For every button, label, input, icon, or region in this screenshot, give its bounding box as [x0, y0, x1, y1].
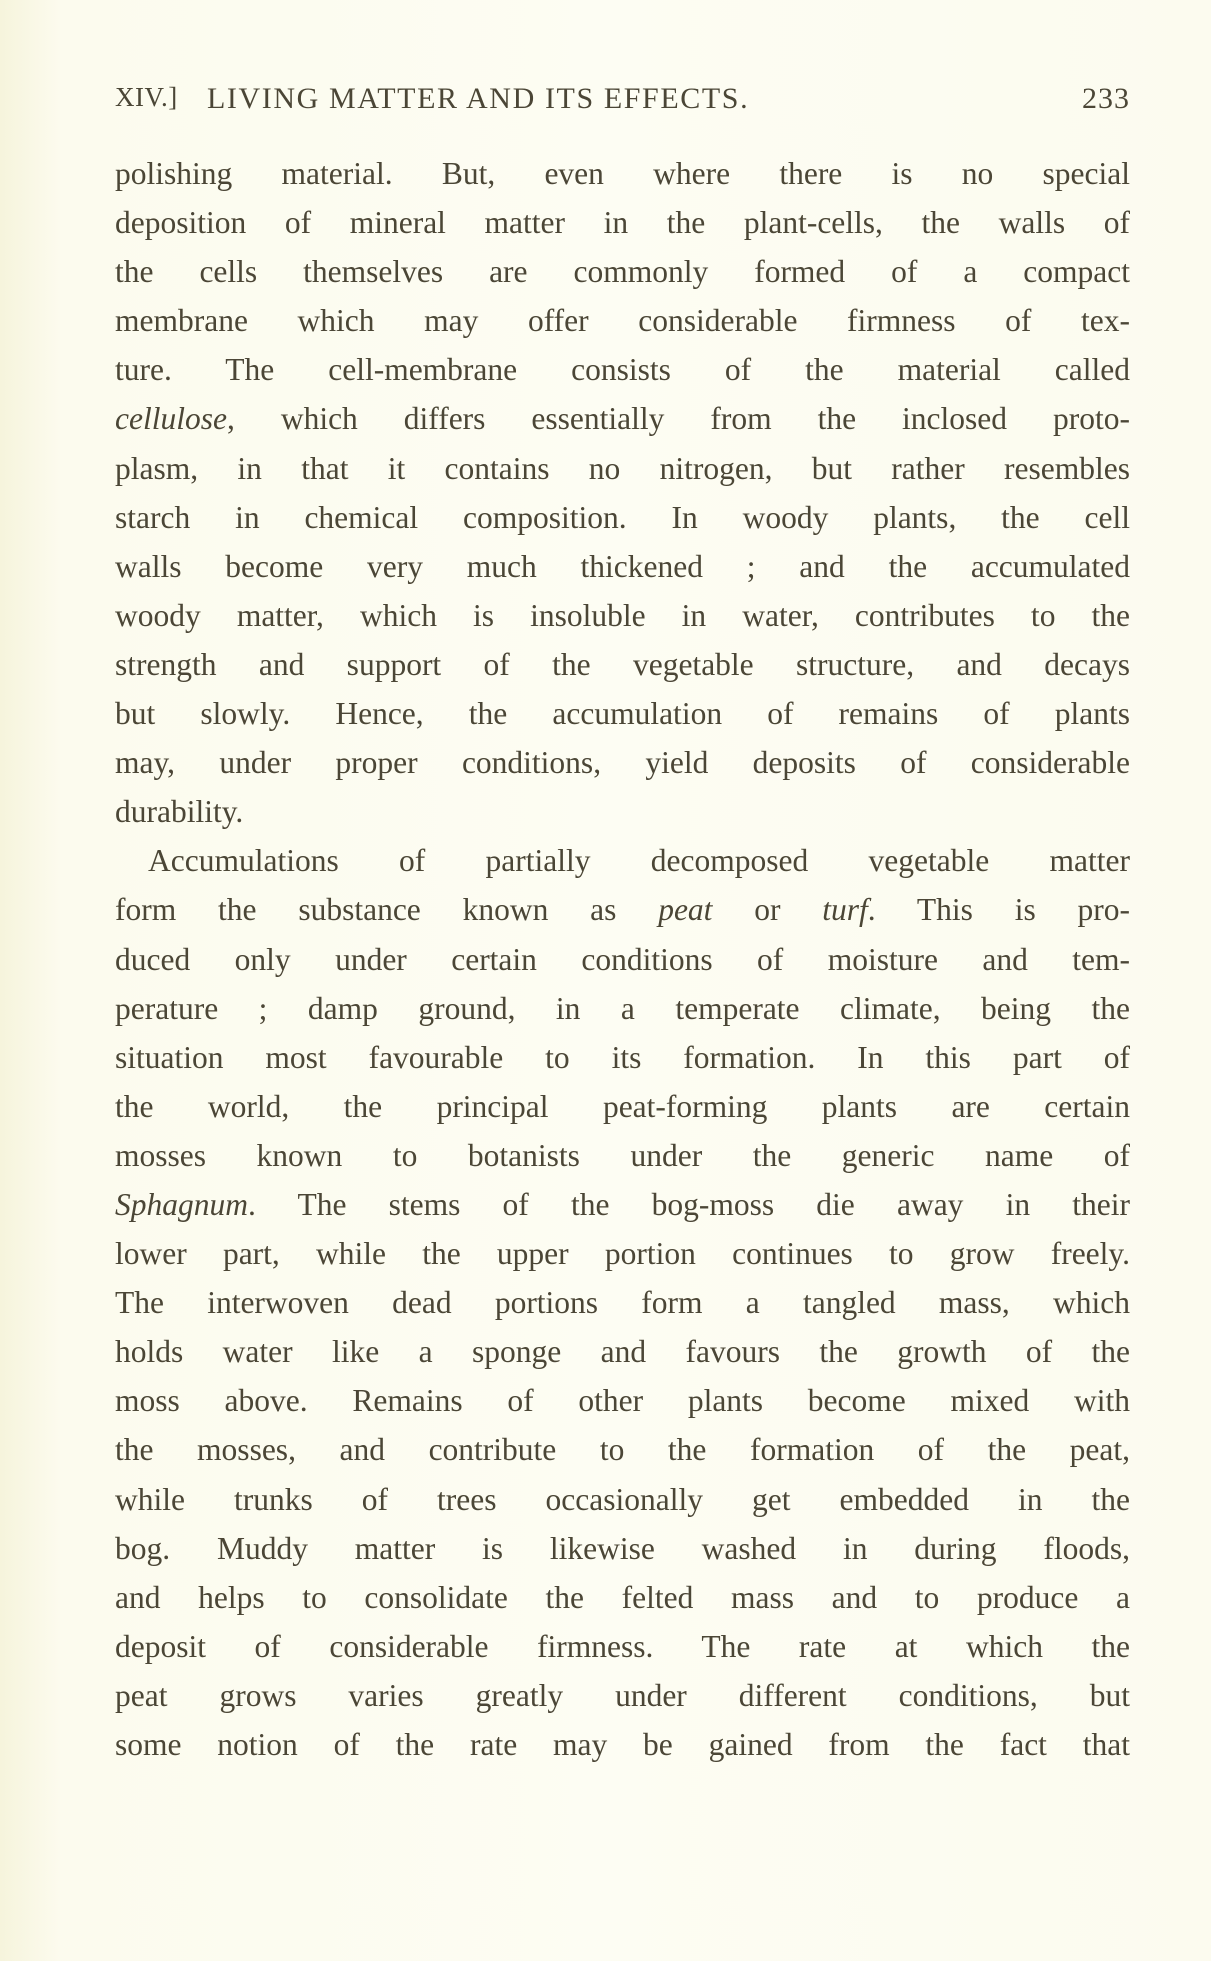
text-line [115, 394, 1130, 443]
text-line [115, 1425, 1130, 1474]
text-run: or [712, 892, 823, 928]
text-run: . This is pro- [867, 892, 1130, 928]
text-line [115, 149, 1130, 198]
text-run: deposition of mineral matter in the plant-cells, the walls of [115, 205, 1130, 241]
text-run: woody matter, which is insoluble in water, contributes to the [115, 597, 1130, 633]
text-run: but slowly. Hence, the accumulation of remains of plants [115, 696, 1130, 732]
text-line [115, 1033, 1130, 1082]
text-run: peat grows varies greatly under different conditions, but [115, 1677, 1130, 1713]
text-line [115, 1278, 1130, 1327]
text-line [115, 836, 1130, 885]
text-line [115, 493, 1130, 542]
text-line [115, 1720, 1130, 1769]
text-line [115, 640, 1130, 689]
italic-term: Sphagnum [115, 1186, 248, 1222]
text-line [115, 247, 1130, 296]
text-run: starch in chemical composition. In woody plants, the cell [115, 499, 1130, 535]
text-run: while trunks of trees occasionally get embedded in the [115, 1481, 1130, 1517]
text-line [115, 738, 1130, 787]
text-run: holds water like a sponge and favours the growth of the [115, 1334, 1130, 1370]
text-line [115, 1573, 1130, 1622]
running-head [115, 82, 1130, 122]
text-run: may, under proper conditions, yield deposits of considerable [115, 745, 1130, 781]
text-line [115, 1475, 1130, 1524]
text-line [115, 1229, 1130, 1278]
text-line [115, 1376, 1130, 1425]
text-line [115, 542, 1130, 591]
text-line [115, 1082, 1130, 1131]
text-run: and helps to consolidate the felted mass and to produce a [115, 1579, 1130, 1615]
text-run: membrane which may offer considerable firmness of tex- [115, 303, 1130, 339]
text-run: the world, the principal peat-forming plants are certain [115, 1088, 1130, 1124]
chapter-number: XIV.] [115, 82, 178, 112]
text-line [115, 984, 1130, 1033]
text-run: ture. The cell-membrane consists of the material called [115, 352, 1130, 388]
text-line [115, 935, 1130, 984]
text-run: situation most favourable to its formation. In this part of [115, 1039, 1130, 1075]
text-run: mosses known to botanists under the generic name of [115, 1137, 1130, 1173]
text-line [115, 787, 1130, 836]
text-line [115, 1524, 1130, 1573]
text-run: perature ; damp ground, in a temperate climate, being the [115, 990, 1130, 1026]
text-run: bog. Muddy matter is likewise washed in during floods, [115, 1530, 1130, 1566]
text-line [115, 591, 1130, 640]
italic-term: cellulose [115, 401, 227, 437]
text-line [115, 885, 1130, 934]
text-line [115, 1327, 1130, 1376]
text-line [115, 345, 1130, 394]
text-line [115, 198, 1130, 247]
text-run: Accumulations of partially decomposed vegetable matter [148, 843, 1130, 879]
text-run: durability. [115, 794, 244, 830]
italic-term: turf [822, 892, 868, 928]
text-run: lower part, while the upper portion continues to grow freely. [115, 1236, 1130, 1272]
text-run: form the substance known as [115, 892, 659, 928]
text-line [115, 689, 1130, 738]
text-run: . The stems of the bog-moss die away in their [248, 1186, 1130, 1222]
text-run: moss above. Remains of other plants become mixed with [115, 1383, 1130, 1419]
text-run: the cells themselves are commonly formed of a compact [115, 254, 1130, 290]
italic-term: peat [658, 892, 713, 928]
body-text [115, 149, 1130, 1769]
text-line [115, 444, 1130, 493]
text-run: duced only under certain conditions of moisture and tem- [115, 941, 1130, 977]
text-line [115, 1180, 1130, 1229]
text-run: some notion of the rate may be gained from the fact that [115, 1727, 1130, 1762]
text-line [115, 296, 1130, 345]
text-run: the mosses, and contribute to the formation of the peat, [115, 1432, 1130, 1468]
text-line [115, 1671, 1130, 1720]
text-run: polishing material. But, even where there is no special [115, 156, 1130, 191]
text-run: strength and support of the vegetable structure, and decays [115, 646, 1130, 682]
text-run: The interwoven dead portions form a tangled mass, which [115, 1285, 1130, 1321]
text-run: plasm, in that it contains no nitrogen, but rather resembles [115, 450, 1130, 486]
text-run: deposit of considerable firmness. The rate at which the [115, 1628, 1130, 1664]
page-number: 233 [1082, 82, 1130, 115]
text-line [115, 1622, 1130, 1671]
text-run: walls become very much thickened ; and the accumulated [115, 548, 1130, 584]
text-line [115, 1131, 1130, 1180]
running-title: LIVING MATTER AND ITS EFFECTS. [207, 82, 750, 115]
text-run: , which differs essentially from the inclosed proto- [226, 401, 1130, 437]
